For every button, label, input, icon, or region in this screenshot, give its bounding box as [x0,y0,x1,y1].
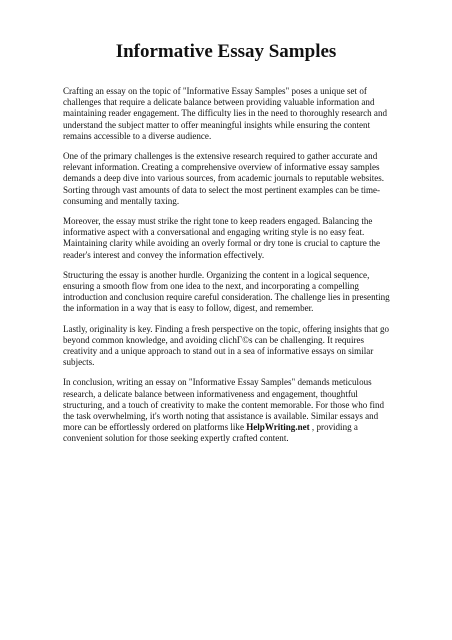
conclusion-text-after-link: , providing a convenient solution for those seeking expertly crafted content. [63,422,358,444]
document-body [63,86,396,454]
paragraph-originality: Lastly, originality is key. Finding a fresh perspective on the topic, offering insights that go beyond common knowledge, and avoiding clichГ©s can be challenging. It requires creativity and a unique approach to stand out in a sea of informative essays on similar subjects. [63,323,390,368]
paragraph-intro: Crafting an essay on the topic of "Informative Essay Samples" poses a unique set of challenges that require a delicate balance between providing valuable information and maintaining reader engagement. The difficulty lies in the need to thoroughly research and understand the subject matter to offer meaningful insights while ensuring the content remains accessible to a diverse audience. [63,86,387,141]
paragraph-research: One of the primary challenges is the extensive research required to gather accurate and relevant information. Creating a comprehensive overview of informative essay samples demands a deep dive into various sources, from academic journals to reputable websites. Sorting through vast amounts of data to select the most pertinent examples can be time-consuming and mentally taxing. [63,151,385,206]
paragraph-conclusion [63,377,396,444]
paragraph-tone: Moreover, the essay must strike the right tone to keep readers engaged. Balancing the informative aspect with a conversational and engaging writing style is no easy feat. Maintaining clarity while avoiding an overly formal or dry tone is crucial to capture the reader's interest and convey the information effectively. [63,216,381,260]
helpwriting-link[interactable]: HelpWriting.net [246,422,310,433]
document-title: Informative Essay Samples [115,41,337,62]
conclusion-text-before-link: In conclusion, writing an essay on "Informative Essay Samples" demands meticulous research, a delicate balance between informativeness and engagement, thoughtful structuring, and a touch of creativity to make the content memorable. For those who find the task overwhelming, it's worth noting that assistance is available. Similar essays and more can be effortlessly ordered on platforms like [63,377,385,433]
paragraph-structure: Structuring the essay is another hurdle. Organizing the content in a logical sequence, ensuring a smooth flow from one idea to the next, and incorporating a compelling introduction and conclusion require careful consideration. The challenge lies in presenting the information in a way that is easy to follow, digest, and remember. [63,269,390,314]
